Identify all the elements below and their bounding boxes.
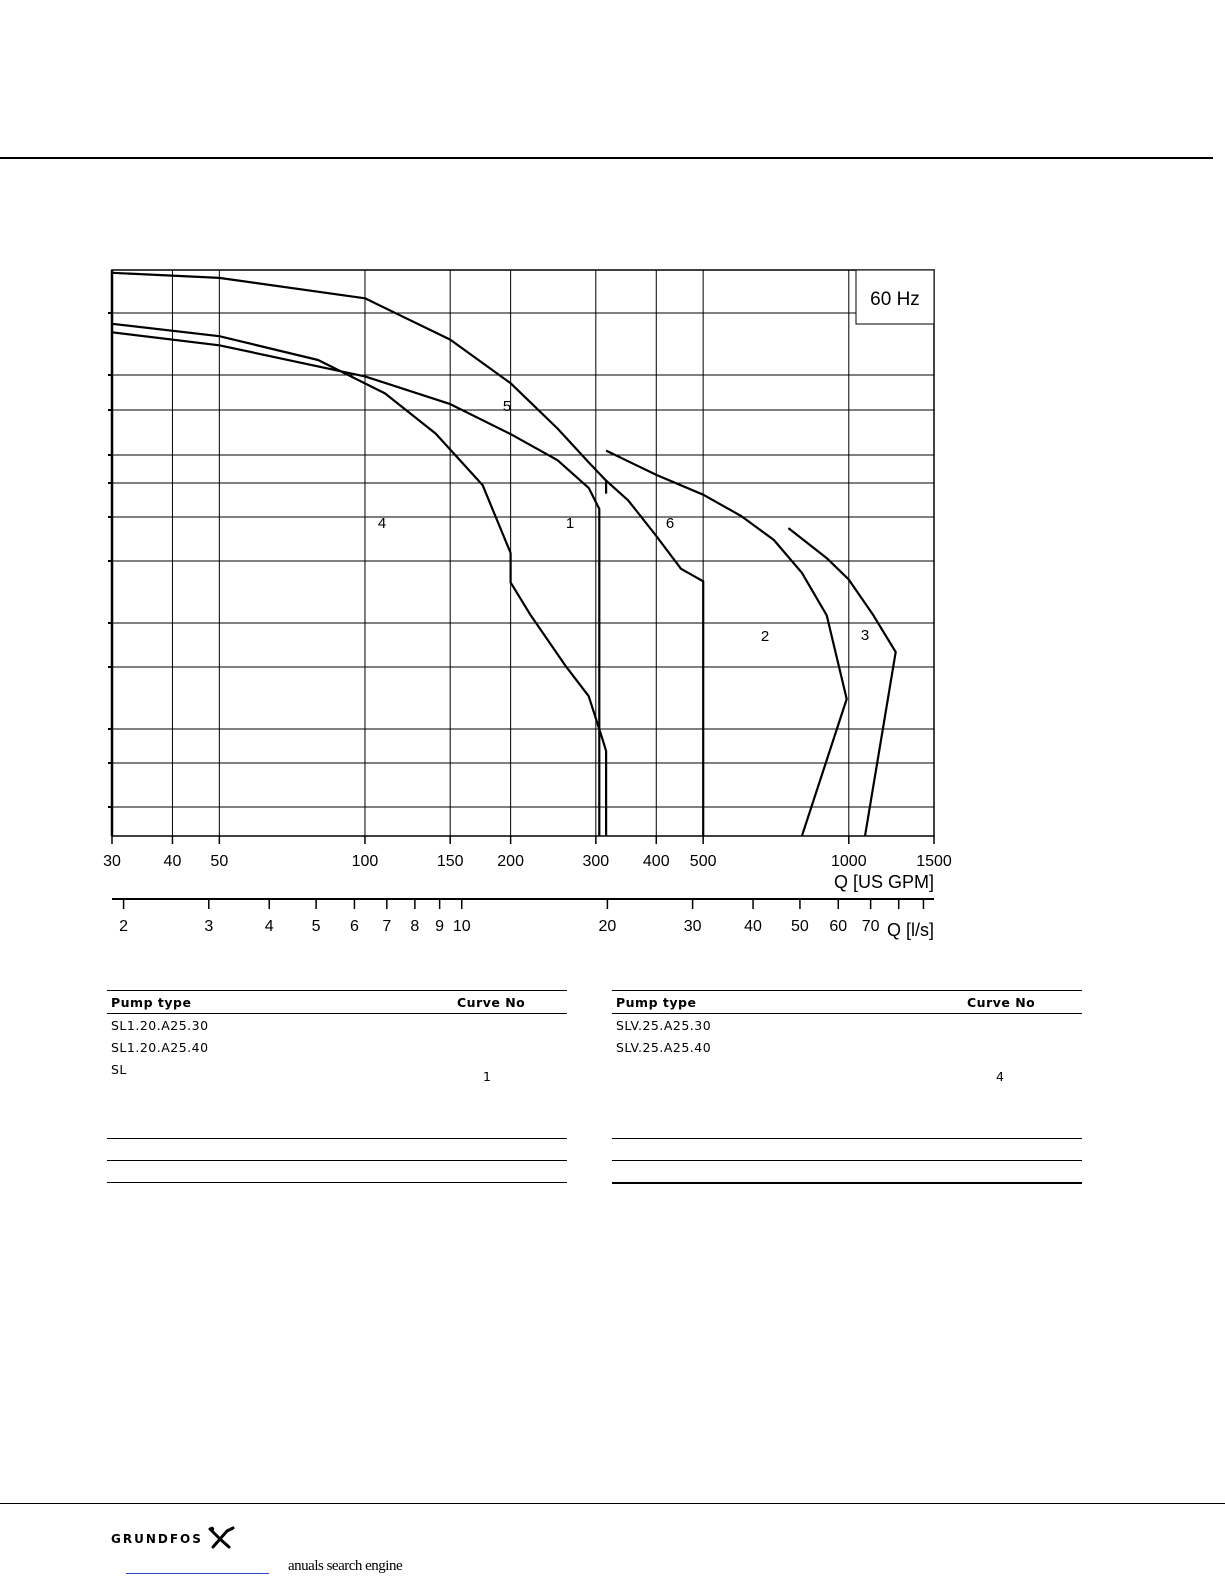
hz-badge	[856, 270, 934, 324]
x2-axis-title: Q [l/s]	[886, 920, 934, 940]
table-row	[612, 1036, 1082, 1058]
curve-6-label: 6	[665, 515, 675, 532]
footer-link-underline[interactable]	[126, 1573, 269, 1574]
hz-badge-label: 60 Hz	[870, 289, 920, 310]
curve-number: 1	[483, 1069, 491, 1084]
curve-2-label: 2	[760, 628, 770, 645]
pump-table-left	[107, 990, 567, 1183]
x-tick-label: 500	[689, 853, 717, 870]
chart-frame	[112, 270, 934, 836]
x-axis-title: Q [US GPM]	[833, 872, 934, 892]
x-tick-label: 300	[582, 853, 610, 870]
x2-tick-label: 6	[349, 918, 359, 935]
x2-tick-label: 9	[435, 918, 445, 935]
pump-type-cell: SL1.20.A25.30	[111, 1018, 209, 1033]
x2-tick-label: 2	[119, 918, 129, 935]
x-axis-gpm	[103, 836, 952, 870]
x-tick-label: 1000	[831, 853, 867, 870]
x2-tick-label: 70	[861, 918, 880, 935]
curve-1-label: 1	[565, 515, 575, 532]
x-tick-label: 150	[436, 853, 464, 870]
pump-type-cell: SL1.20.A25.40	[111, 1040, 209, 1055]
curve-number: 4	[996, 1069, 1004, 1084]
x-tick-label: 50	[210, 853, 229, 870]
x-axis-ls	[112, 899, 934, 935]
x2-tick-label: 3	[204, 918, 214, 935]
x-tick-label: 100	[351, 853, 379, 870]
x2-tick-label: 30	[683, 918, 702, 935]
x2-tick-label: 4	[264, 918, 274, 935]
table-row	[107, 1058, 567, 1080]
x-tick-label: 40	[163, 853, 182, 870]
x2-tick-label: 7	[382, 918, 392, 935]
x2-tick-label: 8	[410, 918, 420, 935]
footer-text: anuals search engine	[288, 1558, 403, 1574]
x-tick-label: 30	[103, 853, 121, 870]
table-row	[107, 1036, 567, 1058]
header-pump-type: Pump type	[111, 995, 192, 1010]
x2-tick-label: 40	[744, 918, 762, 935]
x-tick-label: 200	[497, 853, 524, 870]
pump-type-cell: SLV.25.A25.40	[616, 1040, 712, 1055]
x2-tick-label: 20	[598, 918, 617, 935]
table-header	[612, 991, 1082, 1013]
table-header	[107, 991, 567, 1013]
x-tick-label: 1500	[916, 853, 952, 870]
x2-tick-label: 50	[791, 918, 809, 935]
table-bottom-line	[107, 1182, 567, 1183]
curve-2-line	[606, 451, 847, 836]
table-row	[612, 1014, 1082, 1036]
header-curve-no: Curve No	[967, 995, 1036, 1010]
header-pump-type: Pump type	[616, 995, 697, 1010]
curve-1-line	[112, 332, 599, 836]
x2-tick-label: 60	[829, 918, 848, 935]
curve-4-label: 4	[377, 515, 387, 532]
pump-type-cell: SLV.25.A25.30	[616, 1018, 712, 1033]
brand-name: GRUNDFOS	[111, 1532, 203, 1546]
curve-5-line	[112, 273, 606, 494]
x2-tick-label: 10	[452, 918, 471, 935]
chart-curves	[112, 273, 896, 836]
pump-type-cell: SL	[111, 1062, 127, 1077]
table-bottom-line	[612, 1182, 1082, 1184]
curve-4-line	[112, 324, 606, 836]
grundfos-logo	[111, 1525, 237, 1549]
chart-grid	[108, 270, 934, 836]
grundfos-man-icon	[207, 1525, 237, 1549]
pump-table-right	[612, 990, 1082, 1184]
bottom-rule	[0, 1503, 1225, 1504]
plot-frame	[112, 270, 934, 836]
x2-tick-label: 5	[311, 918, 321, 935]
curve-6-line	[606, 481, 703, 836]
table-row	[107, 1014, 567, 1036]
x-tick-label: 400	[642, 853, 670, 870]
curve-5-label: 5	[502, 398, 512, 415]
header-curve-no: Curve No	[457, 995, 526, 1010]
curve-3-label: 3	[860, 627, 870, 644]
